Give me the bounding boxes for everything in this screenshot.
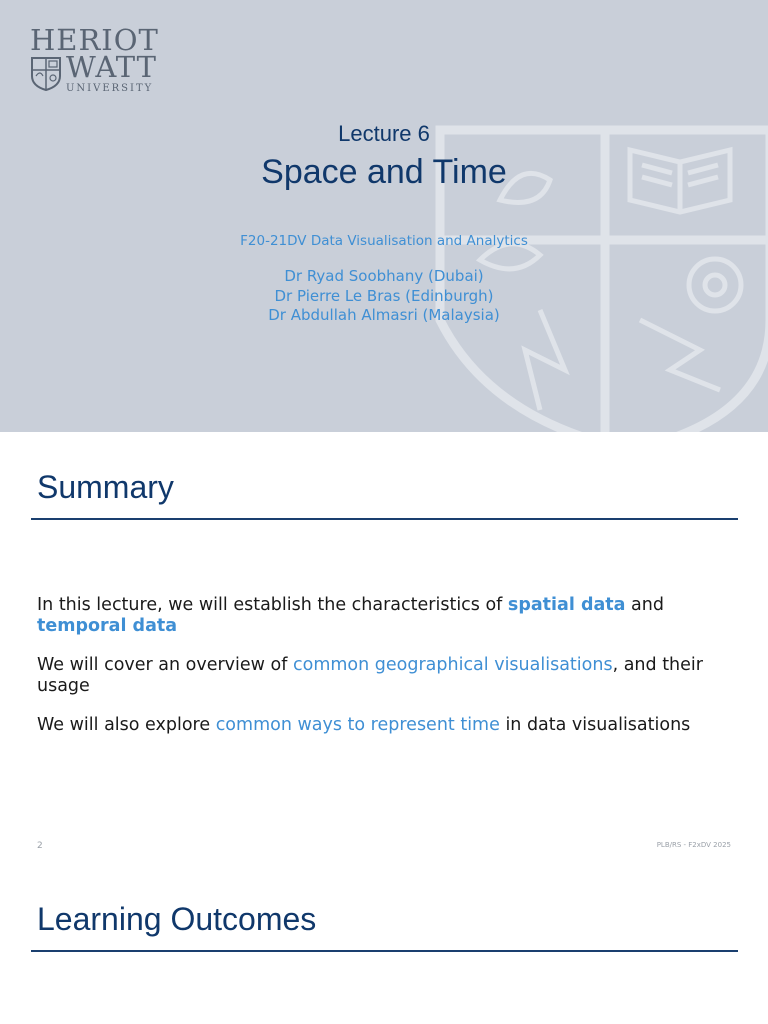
- summary-paragraph: [37, 655, 737, 696]
- slide-heading: Learning Outcomes: [37, 901, 317, 937]
- highlight-term: temporal data: [37, 615, 178, 636]
- highlight-term: common geographical visualisations: [292, 655, 613, 675]
- slide-footer: PLB/RS - F2xDV 2025: [656, 841, 731, 849]
- summary-paragraph: [37, 595, 737, 636]
- summary-slide: [0, 432, 768, 864]
- paragraph-text: in data visualisations: [499, 715, 691, 735]
- lecturer-name: Dr Pierre Le Bras (Edinburgh): [274, 286, 494, 305]
- highlight-term: spatial data: [507, 595, 626, 615]
- heading-divider: [31, 518, 738, 520]
- summary-paragraph: [37, 715, 737, 736]
- slide-heading: Summary: [37, 469, 174, 505]
- logo-line3: UNIVERSITY: [66, 83, 154, 94]
- title-slide: [0, 0, 768, 432]
- logo-line1: HERIOT: [30, 23, 159, 57]
- lecturer-name: Dr Ryad Soobhany (Dubai): [284, 267, 484, 285]
- paragraph-text: , and their usage: [37, 655, 703, 696]
- lecturer-list: [0, 267, 768, 326]
- heading-divider: [31, 950, 738, 952]
- university-logo: [30, 23, 165, 96]
- summary-body: [37, 595, 737, 755]
- paragraph-text: and: [625, 595, 664, 615]
- page-number: 2: [37, 841, 43, 851]
- logo-line2: WATT: [66, 50, 157, 84]
- learning-outcomes-slide: [0, 864, 768, 1024]
- lecturer-name: Dr Abdullah Almasri (Malaysia): [268, 306, 500, 324]
- course-name: F20-21DV Data Visualisation and Analytics: [240, 233, 528, 249]
- lecture-title: Space and Time: [261, 153, 507, 191]
- shield-icon: [30, 56, 62, 92]
- paragraph-text: We will also explore: [37, 715, 216, 735]
- highlight-term: common ways to represent time: [215, 715, 500, 735]
- paragraph-text: In this lecture, we will establish the characteristics of: [37, 595, 508, 615]
- lecture-number: Lecture 6: [338, 121, 430, 146]
- paragraph-text: We will cover an overview of: [37, 655, 293, 675]
